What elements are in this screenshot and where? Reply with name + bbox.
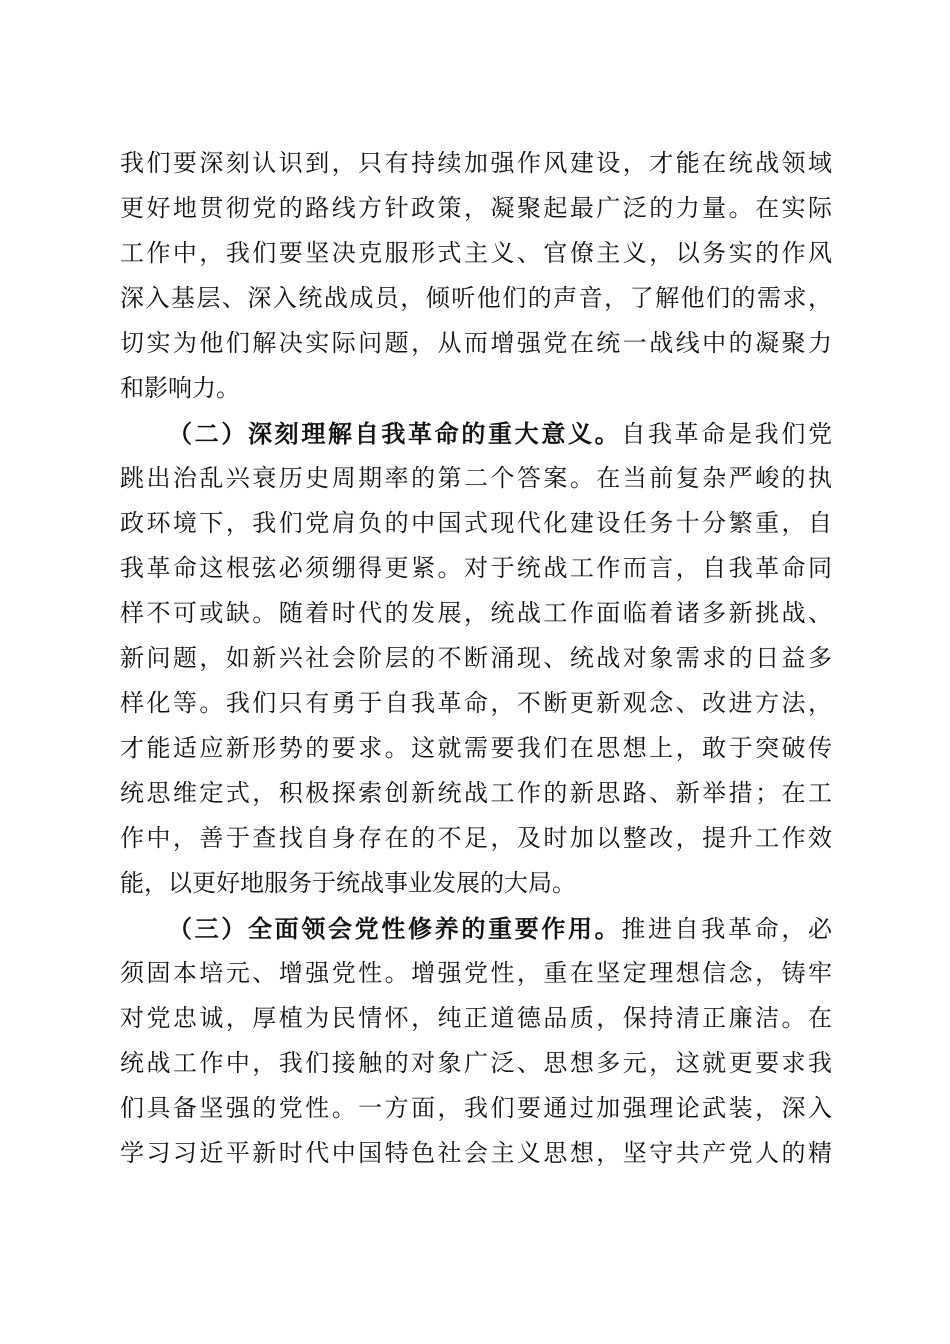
- text-line: 才能适应新形势的要求。这就需要我们在思想上，敢于突破传: [120, 734, 832, 762]
- text-line: 更好地贯彻党的路线方针政策，凝聚起最广泛的力量。在实际: [120, 194, 832, 222]
- paragraph-3: [120, 906, 832, 1176]
- text-line: 学习习近平新时代中国特色社会主义思想，坚守共产党人的精: [120, 1139, 832, 1167]
- document-body: [120, 141, 832, 1176]
- text-line: 样不可或缺。随着时代的发展，统战工作面临着诸多新挑战、: [120, 599, 832, 627]
- text-line: 能，以更好地服务于统战事业发展的大局。: [120, 869, 576, 897]
- paragraph-first-line: [120, 906, 832, 951]
- text-line: 统思维定式，积极探索创新统战工作的新思路、新举措；在工: [120, 779, 832, 807]
- text-line: 和影响力。: [120, 374, 240, 402]
- text-line: 样化等。我们只有勇于自我革命，不断更新观念、改进方法，: [120, 689, 832, 717]
- text-line: 政环境下，我们党肩负的中国式现代化建设任务十分繁重，自: [120, 509, 832, 537]
- paragraph-first-line: [120, 411, 832, 456]
- section-heading: （二）深刻理解自我革命的重大意义。: [168, 419, 622, 448]
- paragraph-1: [120, 141, 832, 411]
- text-line: 跳出治乱兴衰历史周期率的第二个答案。在当前复杂严峻的执: [120, 464, 832, 492]
- text-run: 自我革命是我们党: [621, 420, 833, 448]
- text-line: 深入基层、深入统战成员，倾听他们的声音，了解他们的需求，: [120, 284, 832, 312]
- text-line: 我革命这根弦必须绷得更紧。对于统战工作而言，自我革命同: [120, 554, 832, 582]
- section-heading: （三）全面领会党性修养的重要作用。: [168, 914, 622, 943]
- text-line: 们具备坚强的党性。一方面，我们要通过加强理论武装，深入: [120, 1094, 832, 1122]
- text-line: 工作中，我们要坚决克服形式主义、官僚主义，以务实的作风: [120, 239, 832, 267]
- text-line: 作中，善于查找自身存在的不足，及时加以整改，提升工作效: [120, 824, 832, 852]
- text-run: 推进自我革命，必: [621, 915, 833, 943]
- text-line: 切实为他们解决实际问题，从而增强党在统一战线中的凝聚力: [120, 329, 832, 357]
- text-line: 我们要深刻认识到，只有持续加强作风建设，才能在统战领域: [120, 149, 832, 177]
- text-line: 统战工作中，我们接触的对象广泛、思想多元，这就更要求我: [120, 1049, 832, 1077]
- text-line: 新问题，如新兴社会阶层的不断涌现、统战对象需求的日益多: [120, 644, 832, 672]
- text-line: 对党忠诚，厚植为民情怀，纯正道德品质，保持清正廉洁。在: [120, 1004, 832, 1032]
- paragraph-2: [120, 411, 832, 906]
- text-line: 须固本培元、增强党性。增强党性，重在坚定理想信念，铸牢: [120, 959, 832, 987]
